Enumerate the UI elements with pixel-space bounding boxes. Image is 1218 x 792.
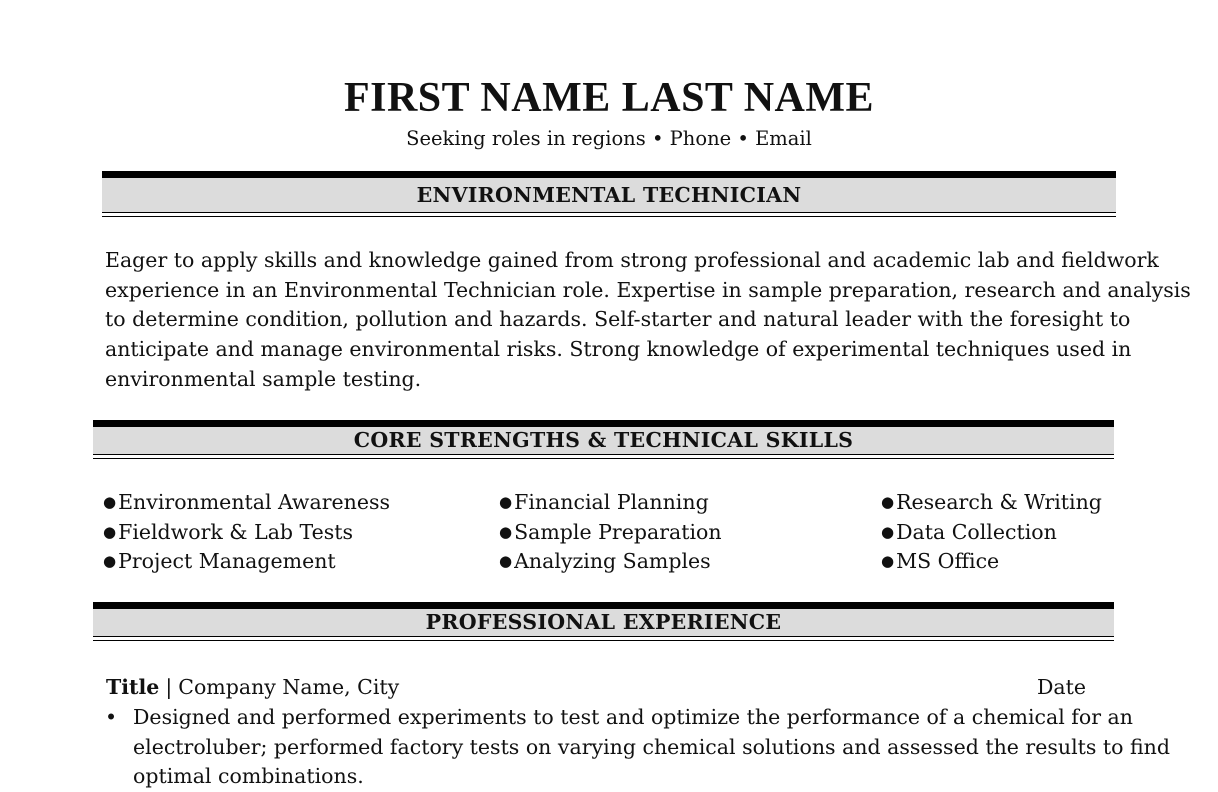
skill-item: ●Research & Writing [881, 490, 1102, 514]
skill-item: ●Sample Preparation [499, 519, 722, 544]
job-bullet-list [105, 703, 1171, 792]
summary-line: to determine condition, pollution and hazards. Self-starter and natural leader with the foresight to [105, 307, 1131, 332]
skill-item: ●Analyzing Samples [499, 549, 711, 574]
skills-column-1 [103, 488, 390, 577]
section-title-objective: ENVIRONMENTAL TECHNICIAN [416, 183, 802, 207]
section-bar-skills [93, 420, 1114, 455]
skill-item: ●Financial Planning [499, 490, 709, 514]
bullet-icon: ● [881, 493, 895, 511]
skill-item: ●Data Collection [881, 519, 1057, 544]
summary-line: Eager to apply skills and knowledge gained from strong professional and academic lab and fieldwork [105, 248, 1159, 272]
bullet-icon: ● [499, 552, 513, 571]
job-title: Title [106, 675, 160, 699]
section-bar-objective [102, 171, 1116, 213]
bullet-icon: • [105, 705, 118, 729]
job-header [106, 673, 1086, 701]
bullet-line: electroluber; performed factory tests on varying chemical solutions and assessed the results to find [133, 734, 1171, 759]
job-date: Date [1036, 675, 1086, 699]
job-company: Company Name, City [178, 675, 400, 699]
summary-line: experience in an Environmental Technician role. Expertise in sample preparation, research and analysis [105, 277, 1191, 302]
skill-item: ●Environmental Awareness [103, 490, 391, 514]
skill-item: ●Project Management [103, 549, 336, 574]
contact-line: Seeking roles in regions • Phone • Email [406, 127, 812, 150]
bullet-icon: ● [103, 522, 117, 541]
skills-column-3 [881, 488, 1102, 577]
summary-line: anticipate and manage environmental risks. Strong knowledge of experimental techniques used in [105, 337, 1132, 362]
resume-name: FIRST NAME LAST NAME [343, 75, 875, 121]
bullet-line: optimal combinations. [133, 764, 364, 788]
skills-column-2 [499, 488, 722, 577]
bullet-icon: ● [103, 552, 117, 571]
bullet-line: Designed and performed experiments to test and optimize the performance of a chemical for an [133, 705, 1133, 729]
bullet-icon: ● [103, 493, 117, 511]
job-separator: | [165, 675, 173, 699]
summary-paragraph [105, 246, 1191, 395]
summary-line: environmental sample testing. [105, 366, 422, 391]
section-title-skills: CORE STRENGTHS & TECHNICAL SKILLS [353, 428, 854, 452]
bullet-icon: ● [881, 552, 895, 571]
skill-item: ●Fieldwork & Lab Tests [103, 519, 354, 544]
bullet-icon: ● [881, 522, 895, 541]
skill-item: ●MS Office [881, 549, 1000, 574]
bullet-icon: ● [499, 493, 513, 511]
bullet-icon: ● [499, 522, 513, 541]
section-title-experience: PROFESSIONAL EXPERIENCE [425, 610, 782, 634]
section-bar-experience [93, 602, 1114, 637]
job-bullet [105, 703, 1171, 792]
